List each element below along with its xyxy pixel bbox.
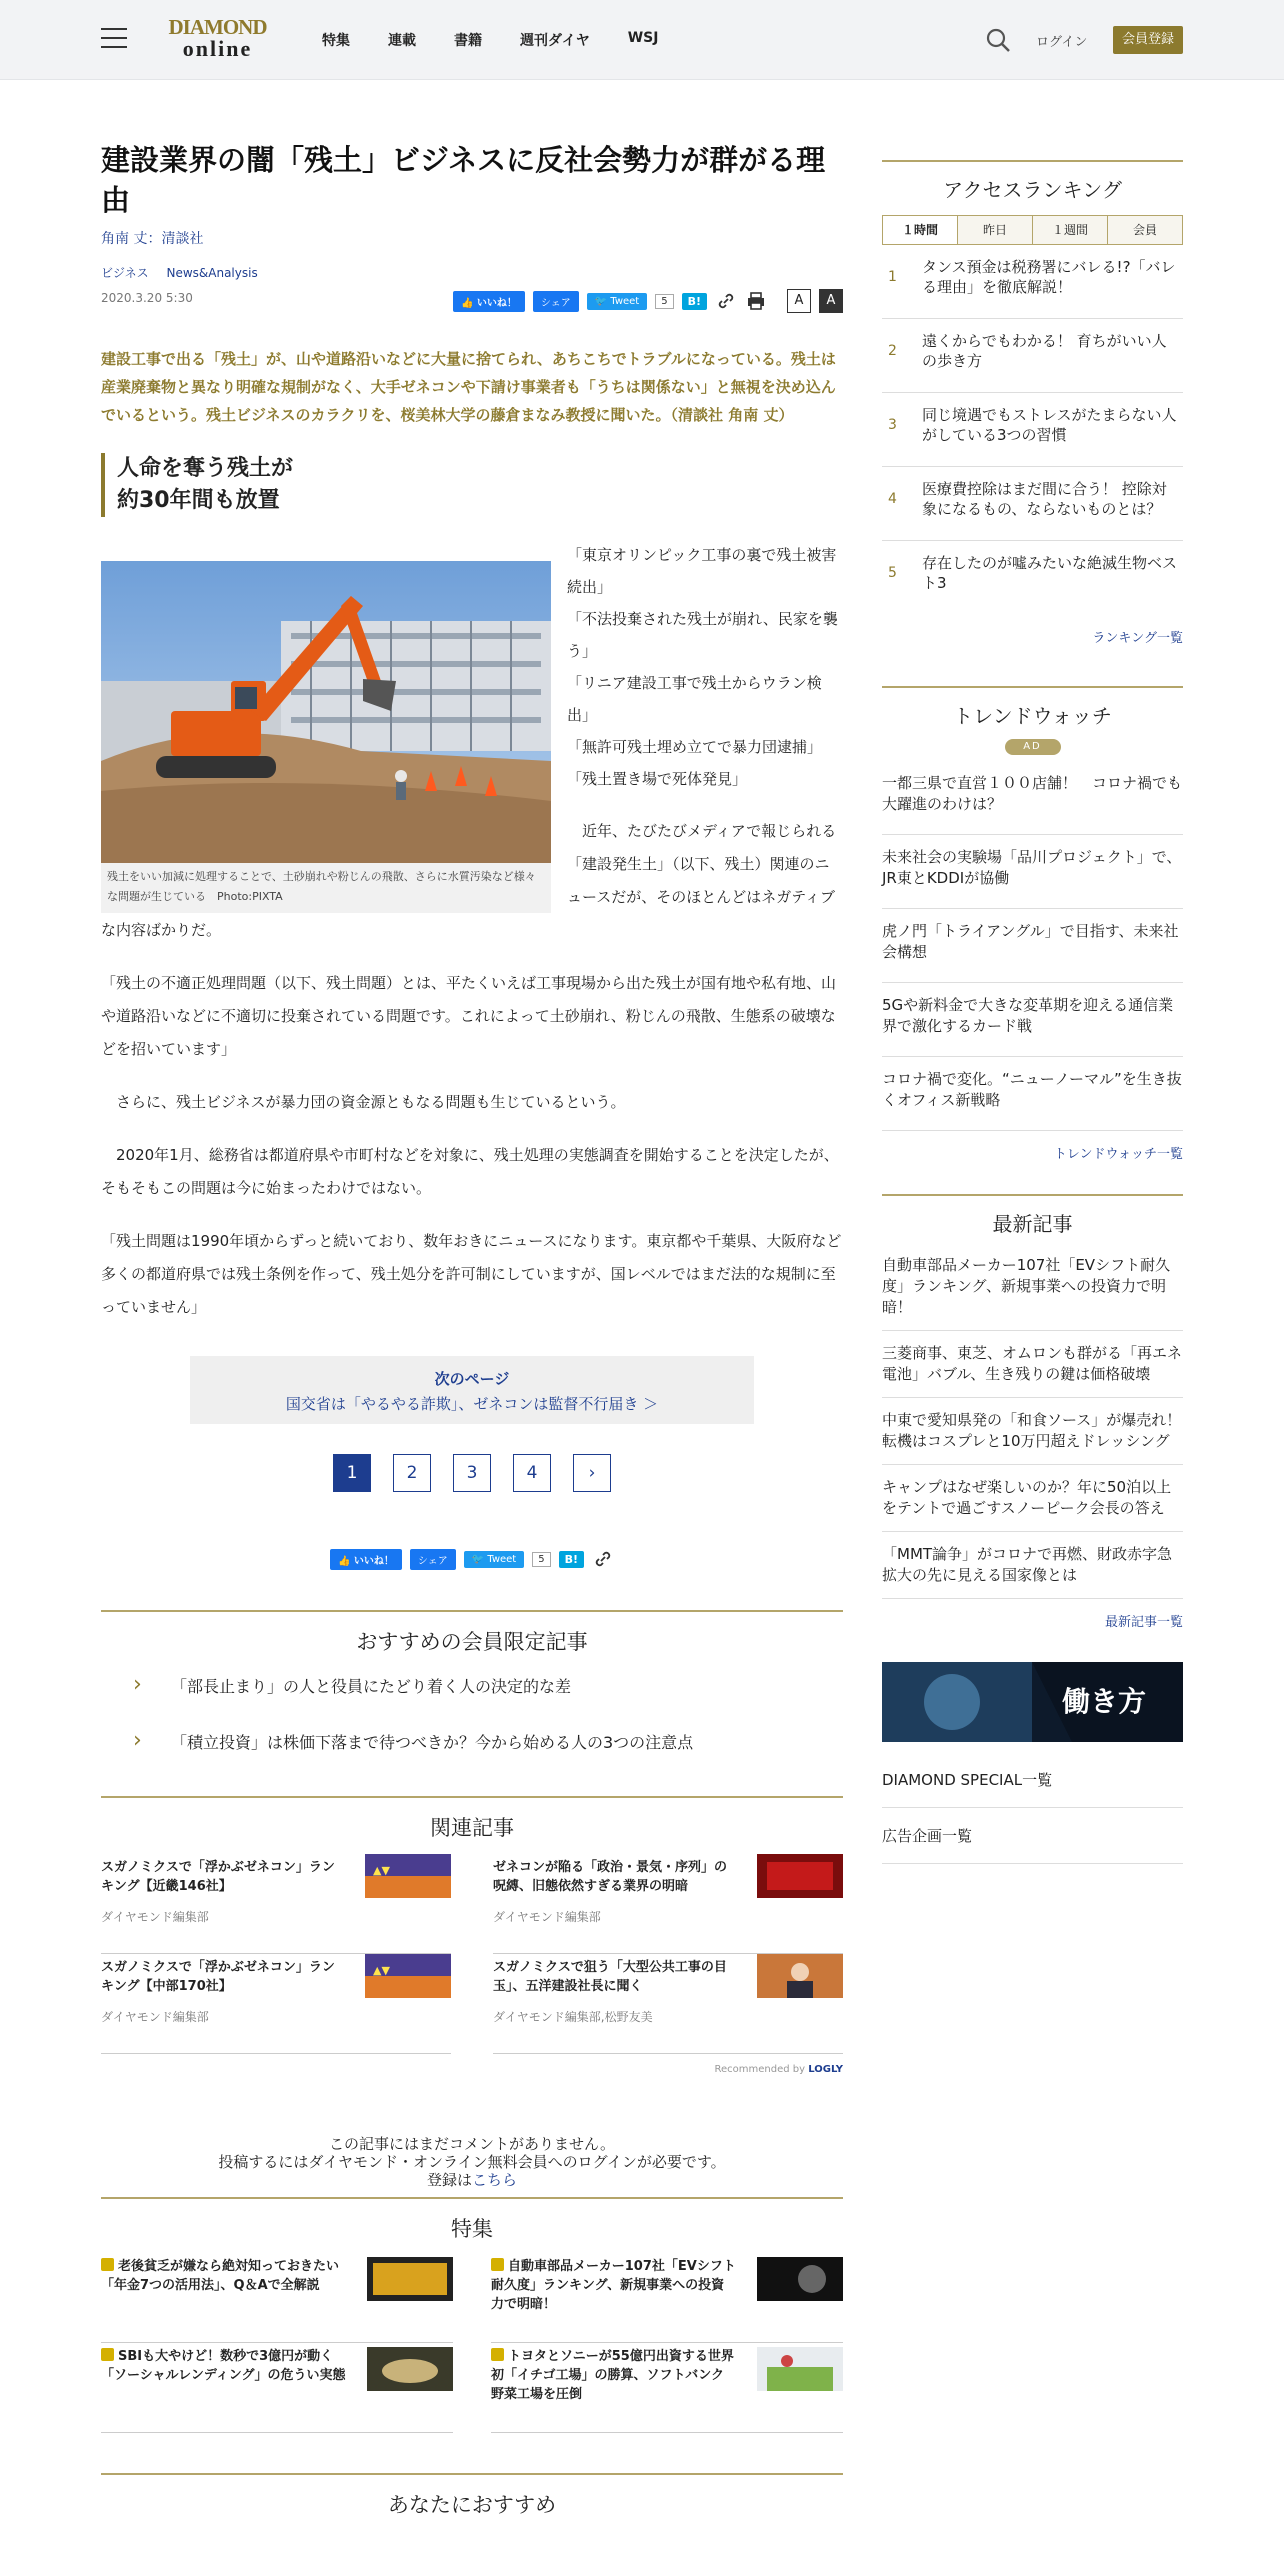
svg-text:▲▼: ▲▼ <box>373 1864 390 1877</box>
page-3-button[interactable]: 3 <box>453 1454 491 1492</box>
pagination <box>101 1454 843 1492</box>
latest-more-link[interactable]: 最新記事一覧 <box>1104 1615 1183 1630</box>
paragraph: 「残土の不適正処理問題（以下、残土問題）とは、平たくいえば工事現場から出た残土が国有地や私有地、山や道路沿いなどに不適切に投棄されている問題です。これによって土砂崩れ、粉じんの飛散、生態系の破壊などを招いています」 <box>101 974 837 1058</box>
related-item[interactable]: スガノミクスで狙う「大型公共工事の目玉」、五洋建設社長に聞く ダイヤモンド編集部,松野友美 <box>493 1954 843 2054</box>
ranking-item[interactable]: 5 存在したのが噓みたいな絶滅生物ベスト3 <box>888 554 1178 592</box>
latest-item[interactable]: キャンプはなぜ楽しいのか？年に50泊以上をテントで過ごすスノーピーク会長の答え <box>882 1465 1183 1532</box>
latest-list <box>882 1243 1183 1599</box>
comment-notice: この記事にはまだコメントがありません。 投稿するにはダイヤモンド・オンライン無料会員へのログインが必要です。 登録はこちら <box>218 2135 726 2189</box>
latest-item[interactable]: 自動車部品メーカー107社「EVシフト耐久度」ランキング、新規事業への投資力で明暗！ <box>882 1243 1183 1331</box>
login-link[interactable]: ログイン <box>1036 35 1088 50</box>
ranking-title: アクセスランキング <box>882 160 1183 203</box>
ranking-item[interactable]: 3 同じ境遇でもストレスがたまらない人がしている3つの習慣 <box>882 393 1183 467</box>
main-nav <box>322 30 696 50</box>
top-bar <box>0 0 1284 80</box>
latest-item[interactable]: 三菱商事、東芝、オムロンも群がる「再エネ電池」バブル、生き残りの鍵は価格破壊 <box>882 1331 1183 1398</box>
latest-item[interactable]: 中東で愛知県発の「和食ソース」が爆売れ！転機はコスプレと10万円超えドレッシング <box>882 1398 1183 1465</box>
article-title: 建設業界の闇「残土」ビジネスに反社会勢力が群がる理由 <box>101 143 826 217</box>
lock-icon <box>101 2348 114 2361</box>
tokushu-item[interactable]: 老後貧乏が嫌なら絶対知っておきたい「年金7つの活用法」、Q＆Aで全解説 <box>101 2253 453 2343</box>
trend-item[interactable]: 一都三県で直営１００店舗！ コロナ禍でも大躍進のわけは？ <box>882 761 1183 835</box>
share-bar-bottom <box>101 1548 843 1570</box>
share-bar <box>453 289 843 313</box>
tokushu-title: 特集 <box>101 2197 843 2243</box>
menu-icon[interactable] <box>101 28 127 50</box>
page-4-button[interactable]: 4 <box>513 1454 551 1492</box>
search-icon[interactable] <box>985 27 1011 53</box>
thumbnail <box>757 1954 843 1998</box>
author-link[interactable]: 角南 丈：清談社 <box>101 231 204 247</box>
headline-quotes: 「東京オリンピック工事の裏で残土被害続出」 「不法投棄された残土が崩れ、民家を襲う」 「リニア建設工事で残土からウラン検出」 「無許可残土埋め立てで暴力団逮捕」 「残土置き場で死体発見」 <box>567 546 838 788</box>
nav-item[interactable]: 週刊ダイヤ <box>520 33 590 49</box>
latest-title: 最新記事 <box>882 1194 1183 1237</box>
logly-logo: LOGLY <box>808 2064 843 2075</box>
tab-1week[interactable]: １週間 <box>1033 216 1108 244</box>
thumbnail <box>365 1854 451 1898</box>
ranking-list <box>882 245 1183 615</box>
ranking-item[interactable]: 2 遠くからでもわかる！ 育ちがいい人の歩き方 <box>882 319 1183 393</box>
paragraph: 近年、たびたびメディアで報じられる「建設発生土」（以下、残土）関連のニュースだが、そのほとんどはネガティブな内容ばかりだ。 <box>101 822 837 939</box>
tweet-count: 5 <box>532 1552 550 1567</box>
trend-item[interactable]: コロナ禍で変化。“ニューノーマル”を生き抜くオフィス新戦略 <box>882 1057 1183 1131</box>
tab-members[interactable]: 会員 <box>1108 216 1182 244</box>
article-body <box>101 539 843 1324</box>
next-page-link[interactable]: 次のページ 国交省は「やるやる詐欺」、ゼネコンは監督不行届き ＞ <box>190 1356 754 1424</box>
related-title: 関連記事 <box>101 1796 843 1842</box>
article-lead: 建設工事で出る「残土」が、山や道路沿いなどに大量に捨てられ、あちこちでトラブルになっている。残土は産業廃棄物と異なり明確な規制がなく、大手ゼネコンや下請け事業者も「うちは関係ない」と無視を決め込んでいるという。残土ビジネスのカラクリを、桜美林大学の藤倉まなみ教授に聞いた。（清談社 角南 丈） <box>101 350 836 424</box>
sidebar <box>882 160 1183 1864</box>
link-icon[interactable] <box>592 1548 614 1570</box>
thumbnail <box>757 1854 843 1898</box>
ad-badge: AD <box>1005 739 1061 755</box>
font-size-normal-button[interactable]: A <box>787 289 811 313</box>
related-item[interactable]: ゼネコンが陥る「政治・景気・序列」の呪縛、旧態依然すぎる業界の明暗 ダイヤモンド編集部 <box>493 1854 843 1954</box>
list-item[interactable]: › 「積立投資」は株価下落まで待つべきか？今から始める人の3つの注意点 <box>101 1732 843 1788</box>
lock-icon <box>491 2258 504 2271</box>
paragraph: 「残土問題は1990年頃からずっと続いており、数年おきにニュースになります。東京都や千葉県、大阪府など多くの都道府県では残土条例を作って、残土処分を許可制にしていますが、国レベルではまだ法的な規制に至っていません」 <box>101 1232 842 1316</box>
ranking-tabs <box>882 215 1183 245</box>
meta-row <box>101 289 843 313</box>
lock-icon <box>101 2258 114 2271</box>
trend-item[interactable]: 未来社会の実験場「品川プロジェクト」で、JR東とKDDIが協働 <box>882 835 1183 909</box>
trend-more-link[interactable]: トレンドウォッチ一覧 <box>1053 1147 1183 1162</box>
thumbnail <box>757 2347 843 2391</box>
next-page-button[interactable]: › <box>573 1454 611 1492</box>
nav-item[interactable]: 連載 <box>388 33 416 49</box>
trend-item[interactable]: 5Gや新料金で大きな変革期を迎える通信業界で激化するカード戦 <box>882 983 1183 1057</box>
nav-item[interactable]: WSJ <box>627 30 659 46</box>
paragraph: 2020年1月、総務省は都道府県や市町村などを対象に、残土処理の実態調査を開始することを決定したが、そもそもこの問題は今に始まったわけではない。 <box>101 1146 839 1197</box>
print-icon[interactable] <box>745 290 767 312</box>
list-item[interactable]: › 「部長止まり」の人と役員にたどり着く人の決定的な差 <box>101 1676 843 1732</box>
ad-plan-link[interactable]: 広告企画一覧 <box>882 1808 1183 1864</box>
thumbnail <box>365 1954 451 1998</box>
members-recommend-title: おすすめの会員限定記事 <box>101 1610 843 1656</box>
article-column <box>101 140 843 2519</box>
hatena-bookmark-button[interactable]: B! <box>559 1551 584 1568</box>
tokushu-item[interactable]: SBIも大やけど！数秒で3億円が動く「ソーシャルレンディング」の危うい実態 <box>101 2343 453 2433</box>
ranking-item[interactable]: 4 医療費控除はまだ間に合う！ 控除対象になるもの、ならないものとは？ <box>882 467 1183 541</box>
facebook-share-button[interactable]: シェア <box>533 291 579 312</box>
tokushu-item[interactable]: トヨタとソニーが55億円出資する世界初「イチゴ工場」の勝算、ソフトバンク野菜工場を圧倒 <box>491 2343 843 2433</box>
trend-item[interactable]: 虎ノ門「トライアングル」で目指す、未来社会構想 <box>882 909 1183 983</box>
latest-item[interactable]: 「MMT論争」がコロナで再燃、財政赤字急拡大の先に見える国家像とは <box>882 1532 1183 1599</box>
ranking-more-link[interactable]: ランキング一覧 <box>1092 631 1183 646</box>
related-item[interactable]: スガノミクスで「浮かぶゼネコン」ランキング【近畿146社】 ダイヤモンド編集部 ▲▼ <box>101 1854 451 1954</box>
thumbnail <box>757 2257 843 2301</box>
lock-icon <box>491 2348 504 2361</box>
related-list <box>101 1854 843 2054</box>
tab-1hour[interactable]: １時間 <box>883 216 958 244</box>
for-you-title: あなたにおすすめ <box>101 2473 843 2519</box>
tokushu-item[interactable]: 自動車部品メーカー107社「EVシフト耐久度」ランキング、新規事業への投資力で明暗！ <box>491 2253 843 2343</box>
hatarakikata-banner[interactable]: 働き方 <box>882 1662 1183 1742</box>
category-link[interactable]: ビジネス <box>101 266 149 280</box>
trend-title: トレンドウォッチ <box>882 686 1183 729</box>
register-link[interactable]: こちら <box>472 2171 518 2189</box>
publish-date: 2020.3.20 5:30 <box>101 291 193 305</box>
thumbnail <box>367 2257 453 2301</box>
paragraph: さらに、残土ビジネスが暴力団の資金源ともなる問題も生じているという。 <box>116 1093 626 1111</box>
trend-list <box>882 761 1183 1131</box>
article-figure <box>101 561 551 913</box>
nav-item[interactable]: 特集 <box>322 33 350 49</box>
tweet-button[interactable]: 🐦 Tweet <box>587 293 648 310</box>
font-size-large-button[interactable]: A <box>819 289 843 313</box>
side-links <box>882 1752 1183 1864</box>
ranking-item[interactable]: 1 タンス預金は税務署にバレる!?「バレる理由」を徹底解説！ <box>882 245 1183 319</box>
recommended-by: Recommended by LOGLY <box>714 2064 843 2075</box>
facebook-share-button[interactable]: シェア <box>410 1549 456 1570</box>
nav-item[interactable]: 書籍 <box>454 33 482 49</box>
category-list <box>101 264 843 281</box>
category-link[interactable]: News&Analysis <box>166 266 258 280</box>
excavator-photo <box>101 561 551 863</box>
register-button[interactable]: 会員登録 <box>1113 26 1183 54</box>
related-item[interactable]: スガノミクスで「浮かぶゼネコン」ランキング【中部170社】 ダイヤモンド編集部 ▲▼ <box>101 1954 451 2054</box>
page-2-button[interactable]: 2 <box>393 1454 431 1492</box>
hatena-bookmark-button[interactable]: B! <box>682 293 707 310</box>
photo-caption: 残土をいい加減に処理することで、土砂崩れや粉じんの飛散、さらに水質汚染など様々な問題が生じている Photo:PIXTA <box>107 870 536 903</box>
members-recommend-list <box>101 1676 843 1788</box>
page-1-button[interactable]: 1 <box>333 1454 371 1492</box>
section-heading: 人命を奪う残土が 約30年間も放置 <box>101 453 843 517</box>
tab-yesterday[interactable]: 昨日 <box>958 216 1033 244</box>
tokushu-list <box>101 2253 843 2433</box>
link-icon[interactable] <box>715 290 737 312</box>
diamond-special-link[interactable]: DIAMOND SPECIAL一覧 <box>882 1752 1183 1808</box>
svg-text:▲▼: ▲▼ <box>373 1964 390 1977</box>
facebook-like-button[interactable]: 👍 いいね！ <box>453 291 525 312</box>
facebook-like-button[interactable]: 👍 いいね！ <box>330 1549 402 1570</box>
tweet-button[interactable]: 🐦 Tweet <box>464 1551 525 1568</box>
tweet-count: 5 <box>655 294 673 309</box>
site-logo[interactable]: DIAMOND online <box>168 15 267 61</box>
thumbnail <box>367 2347 453 2391</box>
